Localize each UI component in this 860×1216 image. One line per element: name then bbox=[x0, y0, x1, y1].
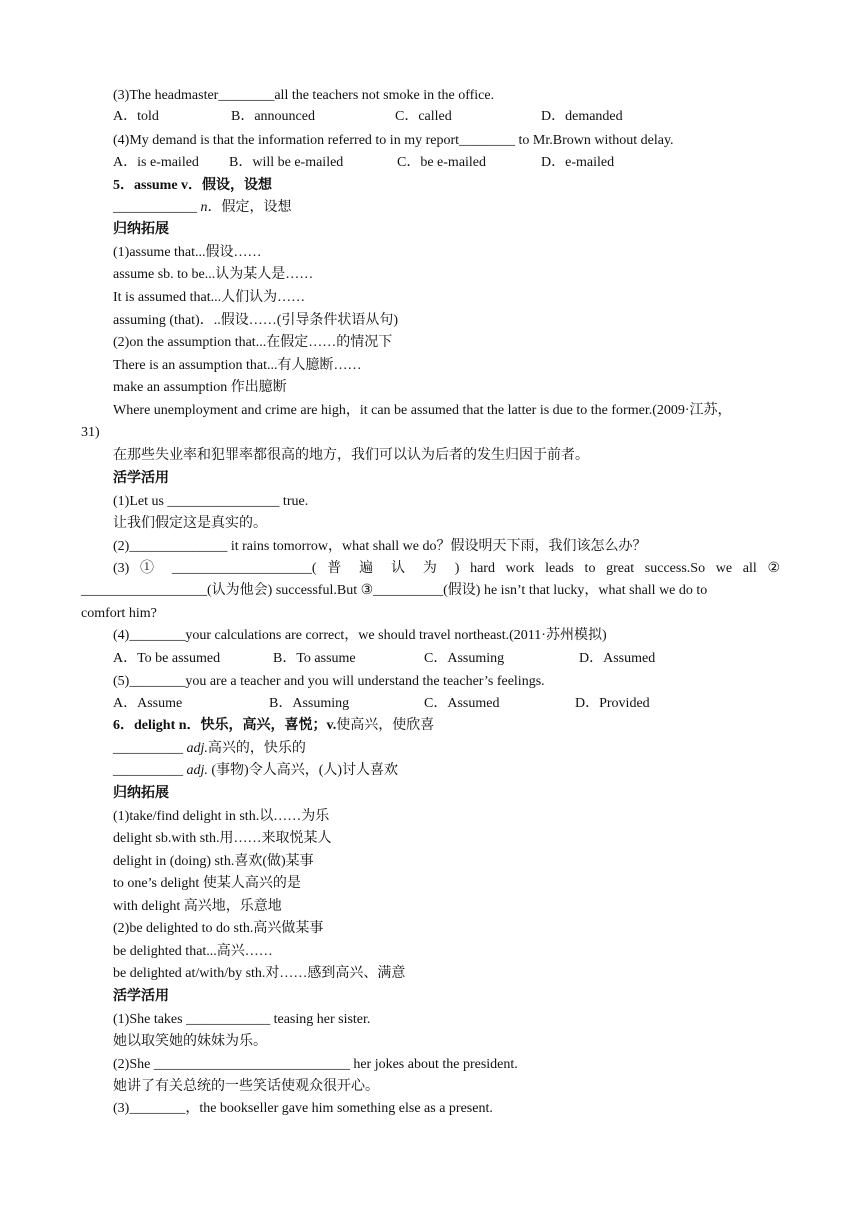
option-a: A．is e-mailed bbox=[113, 155, 199, 170]
option-b: B．To assume bbox=[273, 651, 356, 666]
phrase-line: be delighted that...高兴…… bbox=[113, 944, 273, 959]
phrase-line: delight sb.with sth.用……来取悦某人 bbox=[113, 831, 332, 846]
option-b: B．will be e-mailed bbox=[229, 155, 344, 170]
practice-3: (3)________，the bookseller gave him something else as a present. bbox=[113, 1101, 493, 1116]
section-heading-assume: 5．assume v．假设，设想 bbox=[113, 178, 273, 193]
example-translation: 在那些失业率和犯罪率都很高的地方，我们可以认为后者的发生归因于前者。 bbox=[113, 448, 589, 463]
phrase-line: (2)on the assumption that...在假定……的情况下 bbox=[113, 335, 393, 350]
phrase-line: assume sb. to be...认为某人是…… bbox=[113, 267, 314, 282]
option-a: A．Assume bbox=[113, 696, 183, 711]
phrase-line: make an assumption 作出臆断 bbox=[113, 380, 287, 395]
derived-noun-line: ____________ n．假定，设想 bbox=[113, 200, 292, 215]
practice-1-translation: 她以取笑她的妹妹为乐。 bbox=[113, 1034, 267, 1049]
practice-2: (2)______________ it rains tomorrow，what shall we do？假设明天下雨，我们该怎么办？ bbox=[113, 539, 647, 554]
practice-3-line-1: (3) ① ____________________( 普 遍 认 为 ) hard work leads to great success.So we all ② bbox=[113, 561, 780, 576]
option-c: C．called bbox=[395, 109, 452, 124]
question-3-stem: (3)The headmaster________all the teachers not smoke in the office. bbox=[113, 88, 495, 103]
phrase-line: be delighted at/with/by sth.对……感到高兴、满意 bbox=[113, 966, 406, 981]
practice-4-stem: (4)________your calculations are correct，we should travel northeast.(2011·苏州模拟) bbox=[113, 628, 607, 643]
subheading-practice: 活学活用 bbox=[113, 471, 169, 486]
practice-3-line-3: comfort him? bbox=[81, 606, 157, 621]
phrase-line: assuming (that)．..假设……(引导条件状语从句) bbox=[113, 313, 399, 328]
subheading-practice: 活学活用 bbox=[113, 989, 169, 1004]
phrase-line: with delight 高兴地，乐意地 bbox=[113, 899, 282, 914]
option-c: C．be e-mailed bbox=[397, 155, 487, 170]
phrase-line: (1)take/find delight in sth.以……为乐 bbox=[113, 809, 330, 824]
subheading-expansion: 归纳拓展 bbox=[113, 222, 169, 237]
option-a: A．To be assumed bbox=[113, 651, 221, 666]
question-4-stem: (4)My demand is that the information referred to in my report________ to Mr.Brown without delay. bbox=[113, 133, 674, 148]
phrase-line: (1)assume that...假设…… bbox=[113, 245, 262, 260]
phrase-line: (2)be delighted to do sth.高兴做某事 bbox=[113, 921, 324, 936]
derived-adj-line: __________ adj. (事物)令人高兴，(人)讨人喜欢 bbox=[113, 763, 399, 778]
phrase-line: delight in (doing) sth.喜欢(做)某事 bbox=[113, 854, 314, 869]
option-d: D．e-mailed bbox=[541, 155, 615, 170]
practice-2-translation: 她讲了有关总统的一些笑话使观众很开心。 bbox=[113, 1079, 379, 1094]
phrase-line: to one’s delight 使某人高兴的是 bbox=[113, 876, 301, 891]
derived-adj-line: __________ adj.高兴的，快乐的 bbox=[113, 741, 306, 756]
practice-1-translation: 让我们假定这是真实的。 bbox=[113, 516, 267, 531]
option-c: C．Assumed bbox=[424, 696, 500, 711]
practice-1: (1)Let us ________________ true. bbox=[113, 494, 309, 509]
option-c: C．Assuming bbox=[424, 651, 505, 666]
example-sentence: Where unemployment and crime are high，it can be assumed that the latter is due to the former.(2009·江苏， bbox=[113, 403, 732, 418]
option-b: B．Assuming bbox=[269, 696, 350, 711]
phrase-line: It is assumed that...人们认为…… bbox=[113, 290, 306, 305]
section-heading-delight: 6．delight n．快乐，高兴，喜悦；v.使高兴，使欣喜 bbox=[113, 718, 435, 733]
practice-1: (1)She takes ____________ teasing her sister. bbox=[113, 1012, 371, 1027]
option-d: D．Provided bbox=[575, 696, 650, 711]
practice-5-stem: (5)________you are a teacher and you will understand the teacher’s feelings. bbox=[113, 674, 545, 689]
subheading-expansion: 归纳拓展 bbox=[113, 786, 169, 801]
option-d: D．Assumed bbox=[579, 651, 656, 666]
phrase-line: There is an assumption that...有人臆断…… bbox=[113, 358, 362, 373]
practice-2: (2)She ____________________________ her jokes about the president. bbox=[113, 1057, 518, 1072]
option-b: B．announced bbox=[231, 109, 315, 124]
option-a: A．told bbox=[113, 109, 159, 124]
option-d: D．demanded bbox=[541, 109, 623, 124]
practice-3-line-2: __________________(认为他会) successful.But ③__________(假设) he isn’t that lucky，what shall we do to bbox=[81, 583, 708, 598]
example-sentence-cont: 31) bbox=[81, 425, 100, 440]
